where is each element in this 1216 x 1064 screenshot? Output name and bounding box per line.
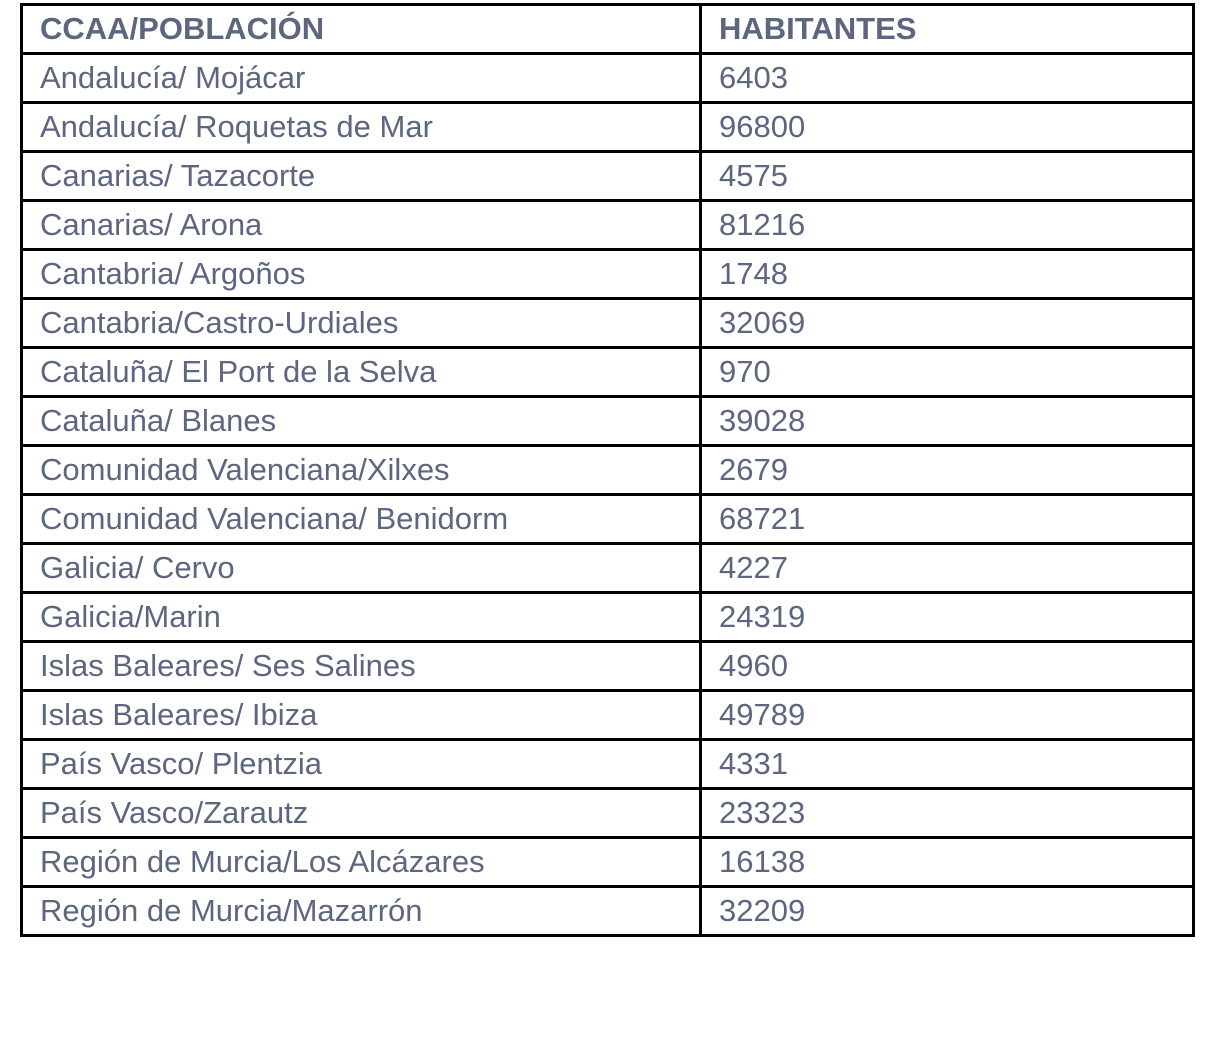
table-row <box>22 348 1194 397</box>
population-table-container <box>20 3 1192 937</box>
header-ccaa-poblacion: CCAA/POBLACIÓN <box>22 5 701 54</box>
table-row <box>22 789 1194 838</box>
cell-habitantes: 68721 <box>701 495 1194 544</box>
cell-habitantes: 4960 <box>701 642 1194 691</box>
cell-ccaa-poblacion: Región de Murcia/Mazarrón <box>22 887 701 936</box>
cell-habitantes: 81216 <box>701 201 1194 250</box>
cell-ccaa-poblacion: Cataluña/ Blanes <box>22 397 701 446</box>
table-body <box>22 54 1194 936</box>
cell-habitantes: 2679 <box>701 446 1194 495</box>
table-header-row <box>22 5 1194 54</box>
cell-habitantes: 32069 <box>701 299 1194 348</box>
cell-habitantes: 96800 <box>701 103 1194 152</box>
cell-habitantes: 16138 <box>701 838 1194 887</box>
table-row <box>22 103 1194 152</box>
cell-habitantes: 24319 <box>701 593 1194 642</box>
cell-habitantes: 4331 <box>701 740 1194 789</box>
cell-ccaa-poblacion: Comunidad Valenciana/Xilxes <box>22 446 701 495</box>
cell-habitantes: 6403 <box>701 54 1194 103</box>
table-row <box>22 152 1194 201</box>
cell-ccaa-poblacion: Cantabria/Castro-Urdiales <box>22 299 701 348</box>
cell-habitantes: 32209 <box>701 887 1194 936</box>
table-row <box>22 446 1194 495</box>
cell-ccaa-poblacion: Comunidad Valenciana/ Benidorm <box>22 495 701 544</box>
cell-ccaa-poblacion: Región de Murcia/Los Alcázares <box>22 838 701 887</box>
cell-ccaa-poblacion: Canarias/ Tazacorte <box>22 152 701 201</box>
table-row <box>22 397 1194 446</box>
table-row <box>22 593 1194 642</box>
cell-ccaa-poblacion: Galicia/Marin <box>22 593 701 642</box>
cell-habitantes: 39028 <box>701 397 1194 446</box>
cell-habitantes: 970 <box>701 348 1194 397</box>
cell-ccaa-poblacion: Andalucía/ Roquetas de Mar <box>22 103 701 152</box>
cell-ccaa-poblacion: Islas Baleares/ Ibiza <box>22 691 701 740</box>
header-habitantes: HABITANTES <box>701 5 1194 54</box>
cell-ccaa-poblacion: Cataluña/ El Port de la Selva <box>22 348 701 397</box>
table-row <box>22 201 1194 250</box>
cell-habitantes: 4227 <box>701 544 1194 593</box>
table-row <box>22 495 1194 544</box>
cell-habitantes: 4575 <box>701 152 1194 201</box>
table-row <box>22 838 1194 887</box>
table-row <box>22 544 1194 593</box>
cell-ccaa-poblacion: Canarias/ Arona <box>22 201 701 250</box>
cell-ccaa-poblacion: Andalucía/ Mojácar <box>22 54 701 103</box>
cell-habitantes: 49789 <box>701 691 1194 740</box>
table-row <box>22 299 1194 348</box>
cell-ccaa-poblacion: Islas Baleares/ Ses Salines <box>22 642 701 691</box>
cell-habitantes: 1748 <box>701 250 1194 299</box>
cell-ccaa-poblacion: País Vasco/Zarautz <box>22 789 701 838</box>
cell-habitantes: 23323 <box>701 789 1194 838</box>
table-row <box>22 691 1194 740</box>
table-row <box>22 740 1194 789</box>
cell-ccaa-poblacion: Cantabria/ Argoños <box>22 250 701 299</box>
table-row <box>22 54 1194 103</box>
table-row <box>22 250 1194 299</box>
cell-ccaa-poblacion: Galicia/ Cervo <box>22 544 701 593</box>
population-table <box>20 3 1195 937</box>
cell-ccaa-poblacion: País Vasco/ Plentzia <box>22 740 701 789</box>
table-row <box>22 642 1194 691</box>
table-row <box>22 887 1194 936</box>
